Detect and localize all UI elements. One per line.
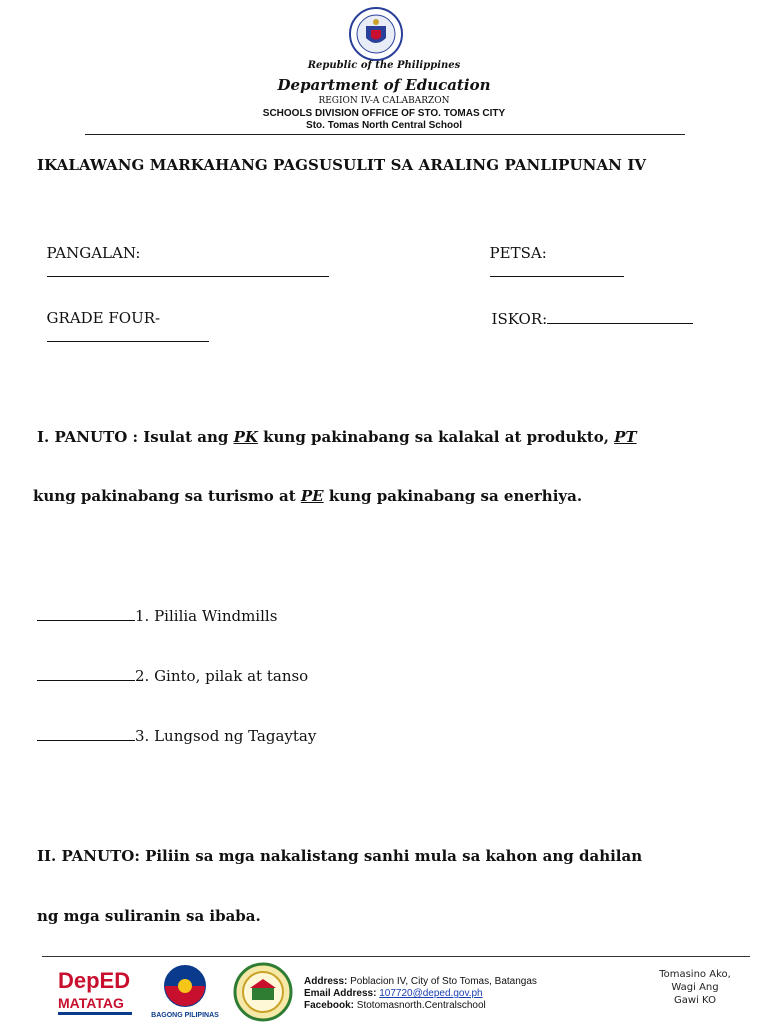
list-item	[37, 666, 308, 685]
slogan-line1: Tomasino Ako,	[659, 969, 731, 980]
name-blank[interactable]	[47, 262, 329, 277]
school-text: Sto. Tomas North Central School	[306, 120, 462, 131]
grade-blank[interactable]	[47, 327, 209, 342]
grade-field[interactable]	[37, 291, 209, 346]
list-item	[37, 726, 316, 745]
republic-text: Republic of the Philippines	[307, 60, 461, 71]
section1-instruction-line1	[37, 427, 733, 447]
section1-prefix: I. PANUTO : Isulat ang	[37, 428, 234, 446]
section1-end: kung pakinabang sa enerhiya.	[323, 487, 583, 505]
answer-blank[interactable]	[37, 606, 135, 621]
email-label: Email Address:	[304, 988, 377, 999]
slogan-line2: Wagi Ang	[671, 982, 719, 993]
address-label: Address:	[304, 976, 348, 987]
grade-label: GRADE FOUR-	[46, 309, 161, 327]
slogan-line3: Gawi KO	[674, 995, 716, 1006]
item-text: 3. Lungsod ng Tagaytay	[135, 727, 317, 745]
address-line	[304, 976, 537, 988]
department-text: Department of Education	[277, 76, 491, 94]
score-blank[interactable]	[547, 309, 693, 324]
section1-instruction-line2	[33, 486, 733, 506]
pk-code: PK	[233, 428, 258, 446]
email-line	[304, 988, 483, 1000]
bagong-logo-text: BAGONG PILIPINAS	[151, 1012, 219, 1019]
bagong-pilipinas-logo	[150, 964, 220, 1020]
section1-mid2: kung pakinabang sa turismo at	[33, 487, 301, 505]
region-text: REGION IV-A CALABARZON	[318, 96, 450, 106]
section2-instruction-line1: II. PANUTO: Piliin sa mga nakalistang sanhi mula sa kahon ang dahilan	[37, 847, 643, 865]
facebook-value: Stotomasnorth.Centralschool	[356, 1000, 486, 1011]
deped-matatag-logo	[52, 964, 138, 1020]
facebook-line	[304, 1000, 486, 1012]
item-text: 2. Ginto, pilak at tanso	[135, 667, 309, 685]
address-value: Poblacion IV, City of Sto Tomas, Batangas	[350, 976, 537, 987]
item-text: 1. Pililia Windmills	[135, 607, 278, 625]
date-blank[interactable]	[490, 262, 624, 277]
school-slogan	[640, 968, 750, 1007]
answer-blank[interactable]	[37, 726, 135, 741]
score-label: ISKOR:	[491, 310, 548, 328]
answer-blank[interactable]	[37, 666, 135, 681]
list-item	[37, 606, 277, 625]
matatag-logo-text: MATATAG	[58, 995, 124, 1011]
date-field[interactable]	[480, 226, 624, 281]
division-text: SCHOOLS DIVISION OFFICE OF STO. TOMAS CITY	[262, 108, 506, 119]
name-label: PANGALAN:	[46, 244, 141, 262]
deped-logo-text: DepED	[58, 968, 131, 993]
school-seal-logo	[230, 962, 296, 1022]
name-field[interactable]	[37, 226, 329, 281]
header-divider	[85, 134, 685, 135]
footer-divider	[42, 956, 750, 957]
pe-code: PE	[300, 487, 324, 505]
section2-instruction-line2: ng mga suliranin sa ibaba.	[37, 907, 261, 925]
pt-code: PT	[614, 428, 637, 446]
section1-mid1: kung pakinabang sa kalakal at produkto,	[257, 428, 615, 446]
deped-seal	[342, 6, 410, 62]
date-label: PETSA:	[489, 244, 547, 262]
email-link[interactable]: 107720@deped.gov.ph	[379, 988, 483, 999]
facebook-label: Facebook:	[304, 1000, 355, 1011]
score-field[interactable]	[482, 291, 693, 328]
exam-title: IKALAWANG MARKAHANG PAGSUSULIT SA ARALING PANLIPUNAN IV	[37, 156, 647, 174]
